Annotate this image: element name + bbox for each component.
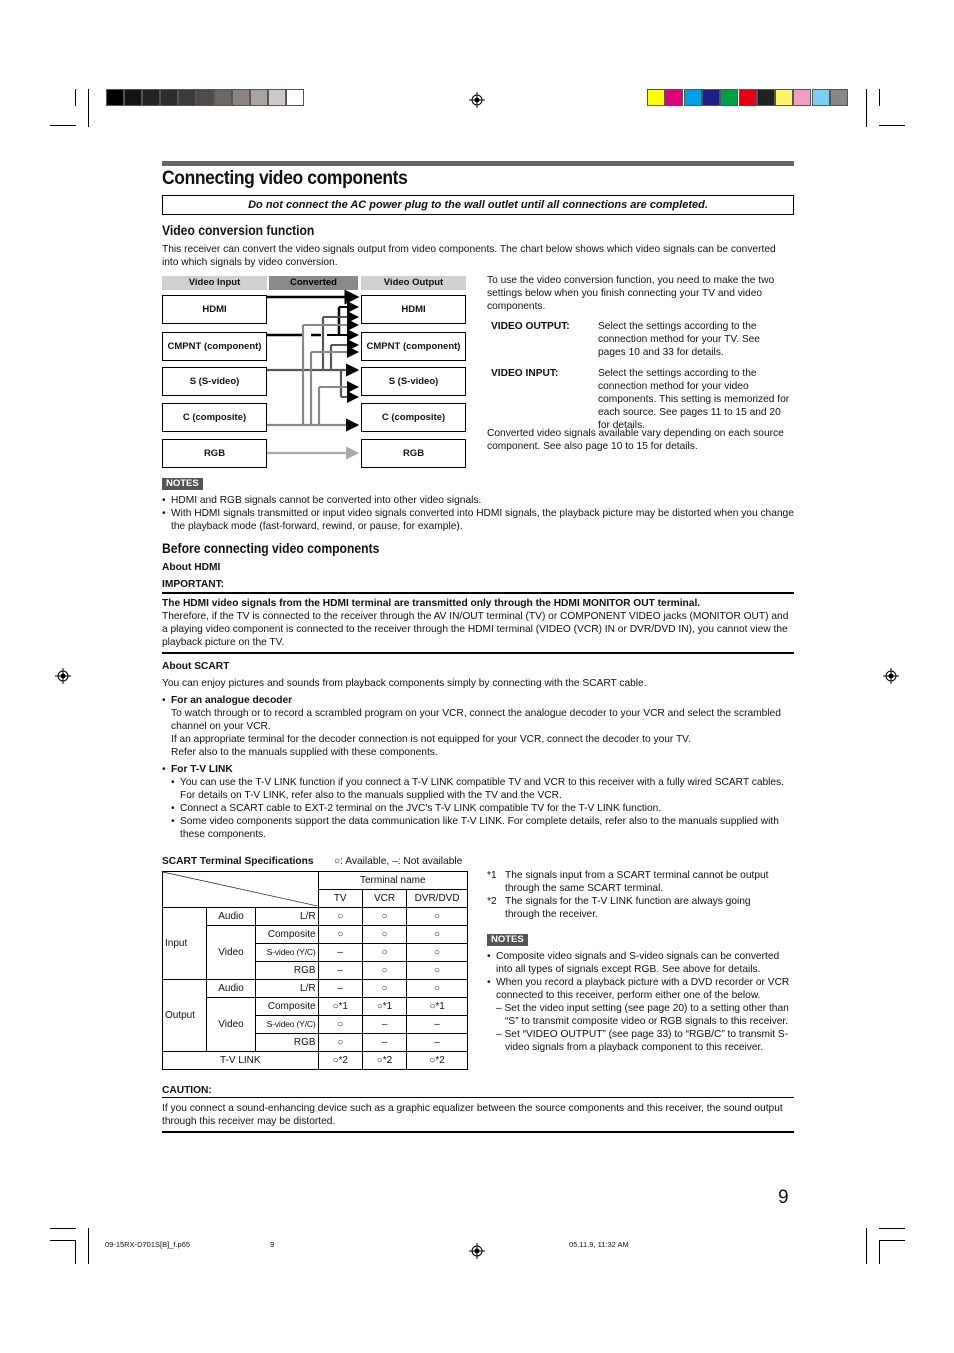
table-cell: ○*2 xyxy=(362,1052,406,1070)
table-row xyxy=(163,926,468,944)
table-cell: ○ xyxy=(362,962,406,980)
conversion-arrows xyxy=(267,290,361,470)
list-item: • Some video components support the data communication like T-V LINK. For complete details, refer also to the manuals supplied with these components. xyxy=(171,815,796,841)
row-label: T-V LINK xyxy=(163,1052,319,1070)
list-item: • Composite video signals and S-video signals can be converted into all types of signals except RGB. See above for details. xyxy=(487,950,795,976)
table-cell: – xyxy=(318,980,362,998)
color-swatch xyxy=(702,89,720,106)
color-swatch xyxy=(812,89,830,106)
scart-spec-table xyxy=(162,871,468,1070)
table-cell: – xyxy=(407,1016,468,1034)
analogue-line: To watch through or to record a scrambled program on your VCR, connect the analogue decoder to your VCR and select the scrambled channel on your VCR. xyxy=(171,708,781,732)
about-scart-heading: About SCART xyxy=(162,661,230,672)
gray-swatch xyxy=(124,89,142,106)
table-cell: ○ xyxy=(362,926,406,944)
color-swatch xyxy=(665,89,683,106)
divider xyxy=(162,652,794,654)
list-item: • HDMI and RGB signals cannot be converted into other video signals. xyxy=(162,494,794,507)
row-label: S-video (Y/C) xyxy=(255,944,318,962)
bullet: • xyxy=(162,695,166,706)
footnote-mark: *2 xyxy=(487,896,497,907)
registration-mark-icon xyxy=(883,668,899,684)
row-label: Composite xyxy=(255,926,318,944)
section-top-bar xyxy=(162,161,794,166)
color-swatch xyxy=(647,89,665,106)
footer-file: 09-15RX-D701S[B]_f.p65 xyxy=(105,1240,191,1249)
notes-list xyxy=(162,494,794,533)
table-cell: ○ xyxy=(407,962,468,980)
table-cell: – xyxy=(318,944,362,962)
analogue-line: If an appropriate terminal for the decoder connection is not equipped for your VCR, connect the decoder to your TV. xyxy=(171,734,691,745)
table-cell: ○ xyxy=(318,926,362,944)
important-bold-text: The HDMI video signals from the HDMI terminal are transmitted only through the HDMI MONITOR OUT terminal. xyxy=(162,598,701,609)
column-header: DVR/DVD xyxy=(407,890,468,908)
registration-mark-icon xyxy=(55,668,71,684)
notes-sublist xyxy=(487,1002,795,1054)
notes-block xyxy=(487,950,795,1054)
table-cell: ○ xyxy=(318,908,362,926)
list-item: • Connect a SCART cable to EXT-2 terminal on the JVC's T-V LINK compatible TV for the T-V LINK function. xyxy=(171,802,796,815)
important-block xyxy=(162,597,792,649)
divider xyxy=(162,1097,794,1098)
table-cell: ○*2 xyxy=(407,1052,468,1070)
setting-label: VIDEO OUTPUT: xyxy=(491,321,570,332)
section-heading-before-connecting: Before connecting video components xyxy=(162,541,380,556)
bullet: • xyxy=(162,764,166,775)
gray-swatch xyxy=(232,89,250,106)
important-label: IMPORTANT: xyxy=(162,579,225,590)
input-box-rgb: RGB xyxy=(162,439,267,468)
column-header: TV xyxy=(318,890,362,908)
page-title: Connecting video components xyxy=(162,168,408,189)
page-number: 9 xyxy=(778,1187,789,1208)
input-box-composite: C (composite) xyxy=(162,403,267,432)
gray-swatch xyxy=(286,89,304,106)
input-box-hdmi: HDMI xyxy=(162,295,267,324)
warning-box: Do not connect the AC power plug to the wall outlet until all connections are completed. xyxy=(162,195,794,215)
output-box-svideo: S (S-video) xyxy=(361,367,466,396)
registration-mark-icon xyxy=(469,92,485,108)
table-row xyxy=(163,998,468,1016)
table-cell: ○ xyxy=(362,908,406,926)
conversion-settings-panel xyxy=(487,274,794,453)
settings-outro: Converted video signals available vary depending on each source component. See also page 10 to 15 for details. xyxy=(487,428,784,452)
row-label: Composite xyxy=(255,998,318,1016)
footnote-text: The signals input from a SCART terminal cannot be output through the same SCART terminal. xyxy=(505,870,769,894)
section-heading-video-conversion: Video conversion function xyxy=(162,223,315,238)
analogue-decoder-item xyxy=(162,694,794,759)
output-box-rgb: RGB xyxy=(361,439,466,468)
video-conversion-intro: This receiver can convert the video signals output from video components. The chart below shows which video signals can be converted into which signals by video conversion. xyxy=(162,244,776,268)
table-cell: ○ xyxy=(318,1034,362,1052)
gray-swatch xyxy=(142,89,160,106)
terminal-name-header: Terminal name xyxy=(318,872,467,890)
output-box-hdmi: HDMI xyxy=(361,295,466,324)
divider xyxy=(162,1131,794,1133)
footnote-mark: *1 xyxy=(487,870,497,881)
table-corner-cell xyxy=(163,872,319,908)
tvlink-title: For T-V LINK xyxy=(171,764,233,775)
column-header: VCR xyxy=(362,890,406,908)
column-header-video-output: Video Output xyxy=(361,276,466,290)
settings-intro: To use the video conversion function, you need to make the two settings below when you finish connecting your TV and video components. xyxy=(487,275,775,312)
gray-swatch xyxy=(160,89,178,106)
important-text: Therefore, if the TV is connected to the receiver through the AV IN/OUT terminal (TV) or COMPONENT VIDEO jacks (MONITOR OUT) and a playing video component is connected to the receiver through the HDMI terminal (VIDEO (VCR) IN or DVR/DVD IN), you cannot view the playback picture on the TV. xyxy=(162,611,789,648)
caution-text: If you connect a sound-enhancing device such as a graphic equalizer between the source components and this receiver, the sound output through this receiver may be distorted. xyxy=(162,1103,783,1127)
table-row xyxy=(163,908,468,926)
setting-label: VIDEO INPUT: xyxy=(491,368,559,379)
table-cell: ○*1 xyxy=(362,998,406,1016)
gray-swatch xyxy=(250,89,268,106)
color-swatch xyxy=(739,89,757,106)
notes-badge: NOTES xyxy=(162,478,203,490)
table-cell: ○ xyxy=(407,980,468,998)
row-label: S-video (Y/C) xyxy=(255,1016,318,1034)
list-item: • You can use the T-V LINK function if you connect a T-V LINK compatible TV and VCR to this receiver with a fully wired SCART cables. For details on T-V LINK, refer also to the manuals supplied with the TV and the VCR. xyxy=(171,776,796,802)
footnote-text: The signals for the T-V LINK function are always going through the receiver. xyxy=(505,896,751,920)
table-cell: ○*2 xyxy=(318,1052,362,1070)
color-swatch xyxy=(793,89,811,106)
table-cell: ○*1 xyxy=(407,998,468,1016)
registration-mark-icon xyxy=(469,1243,485,1259)
color-swatch xyxy=(720,89,738,106)
row-label: L/R xyxy=(255,980,318,998)
table-cell: ○ xyxy=(362,944,406,962)
gray-swatch xyxy=(196,89,214,106)
table-cell: – xyxy=(362,1016,406,1034)
gray-swatch xyxy=(106,89,124,106)
video-label: Video xyxy=(207,926,255,980)
table-cell: ○*1 xyxy=(318,998,362,1016)
table-cell: ○ xyxy=(318,1016,362,1034)
table-cell: – xyxy=(407,1034,468,1052)
tvlink-item xyxy=(162,763,796,841)
row-label: RGB xyxy=(255,1034,318,1052)
notes-list xyxy=(487,950,795,1002)
audio-label: Audio xyxy=(207,980,255,998)
row-label: RGB xyxy=(255,962,318,980)
setting-description: Select the settings according to the connection method for your TV. See pages 10 and 33 for details. xyxy=(598,321,760,358)
table-cell: – xyxy=(362,1034,406,1052)
gray-swatch xyxy=(268,89,286,106)
divider xyxy=(162,592,794,594)
scart-table-title: SCART Terminal Specifications xyxy=(162,856,314,867)
table-row xyxy=(163,1052,468,1070)
analogue-line: Refer also to the manuals supplied with these components. xyxy=(171,747,438,758)
footer-date: 05.11.9, 11:32 AM xyxy=(569,1240,629,1249)
list-item: • With HDMI signals transmitted or input video signals converted into HDMI signals, the playback picture may be distorted when you change the playback mode (fast-forward, rewind, or pause, for example). xyxy=(162,507,794,533)
gray-swatch xyxy=(214,89,232,106)
output-group-label: Output xyxy=(163,980,207,1052)
list-item: – Set the video input setting (see page 20) to a setting other than “S” to transmit composite video or RGB signals to this receiver. xyxy=(496,1003,789,1027)
video-input-setting xyxy=(487,367,794,431)
audio-label: Audio xyxy=(207,908,255,926)
color-swatch xyxy=(830,89,848,106)
footnote xyxy=(487,869,787,895)
video-label: Video xyxy=(207,998,255,1052)
tvlink-list xyxy=(171,776,796,841)
about-hdmi-heading: About HDMI xyxy=(162,562,221,573)
setting-description: Select the settings according to the connection method for your video components. This setting is memorized for each source. See pages 11 to 15 and 20 for details. xyxy=(598,368,790,431)
color-swatch xyxy=(684,89,702,106)
scart-legend: ○: Available, –: Not available xyxy=(334,856,463,867)
table-cell: ○ xyxy=(362,980,406,998)
output-box-composite: C (composite) xyxy=(361,403,466,432)
list-item: – Set “VIDEO OUTPUT” (see page 33) to “RGB/C” to transmit S-video signals from a playback component to this receiver. xyxy=(496,1029,789,1053)
input-group-label: Input xyxy=(163,908,207,980)
table-cell: ○ xyxy=(407,944,468,962)
footer-page: 9 xyxy=(270,1240,275,1249)
caution-label: CAUTION: xyxy=(162,1085,212,1096)
footnote xyxy=(487,895,787,921)
scart-intro: You can enjoy pictures and sounds from playback components simply by connecting with the SCART cable. xyxy=(162,678,647,689)
color-swatch xyxy=(757,89,775,106)
color-swatch xyxy=(775,89,793,106)
list-item: • When you record a playback picture with a DVD recorder or VCR connected to this receiver, perform either one of the below. xyxy=(487,976,795,1002)
gray-swatch xyxy=(178,89,196,106)
column-header-converted: Converted xyxy=(269,276,358,290)
row-label: L/R xyxy=(255,908,318,926)
analogue-decoder-title: For an analogue decoder xyxy=(171,695,293,706)
table-cell: – xyxy=(318,962,362,980)
table-cell: ○ xyxy=(407,926,468,944)
input-box-component: CMPNT (component) xyxy=(162,332,267,361)
footnotes xyxy=(487,869,787,921)
video-output-setting xyxy=(487,320,794,366)
table-cell: ○ xyxy=(407,908,468,926)
column-header-video-input: Video Input xyxy=(162,276,267,290)
input-box-svideo: S (S-video) xyxy=(162,367,267,396)
table-row xyxy=(163,980,468,998)
output-box-component: CMPNT (component) xyxy=(361,332,466,361)
notes-badge: NOTES xyxy=(487,934,528,946)
